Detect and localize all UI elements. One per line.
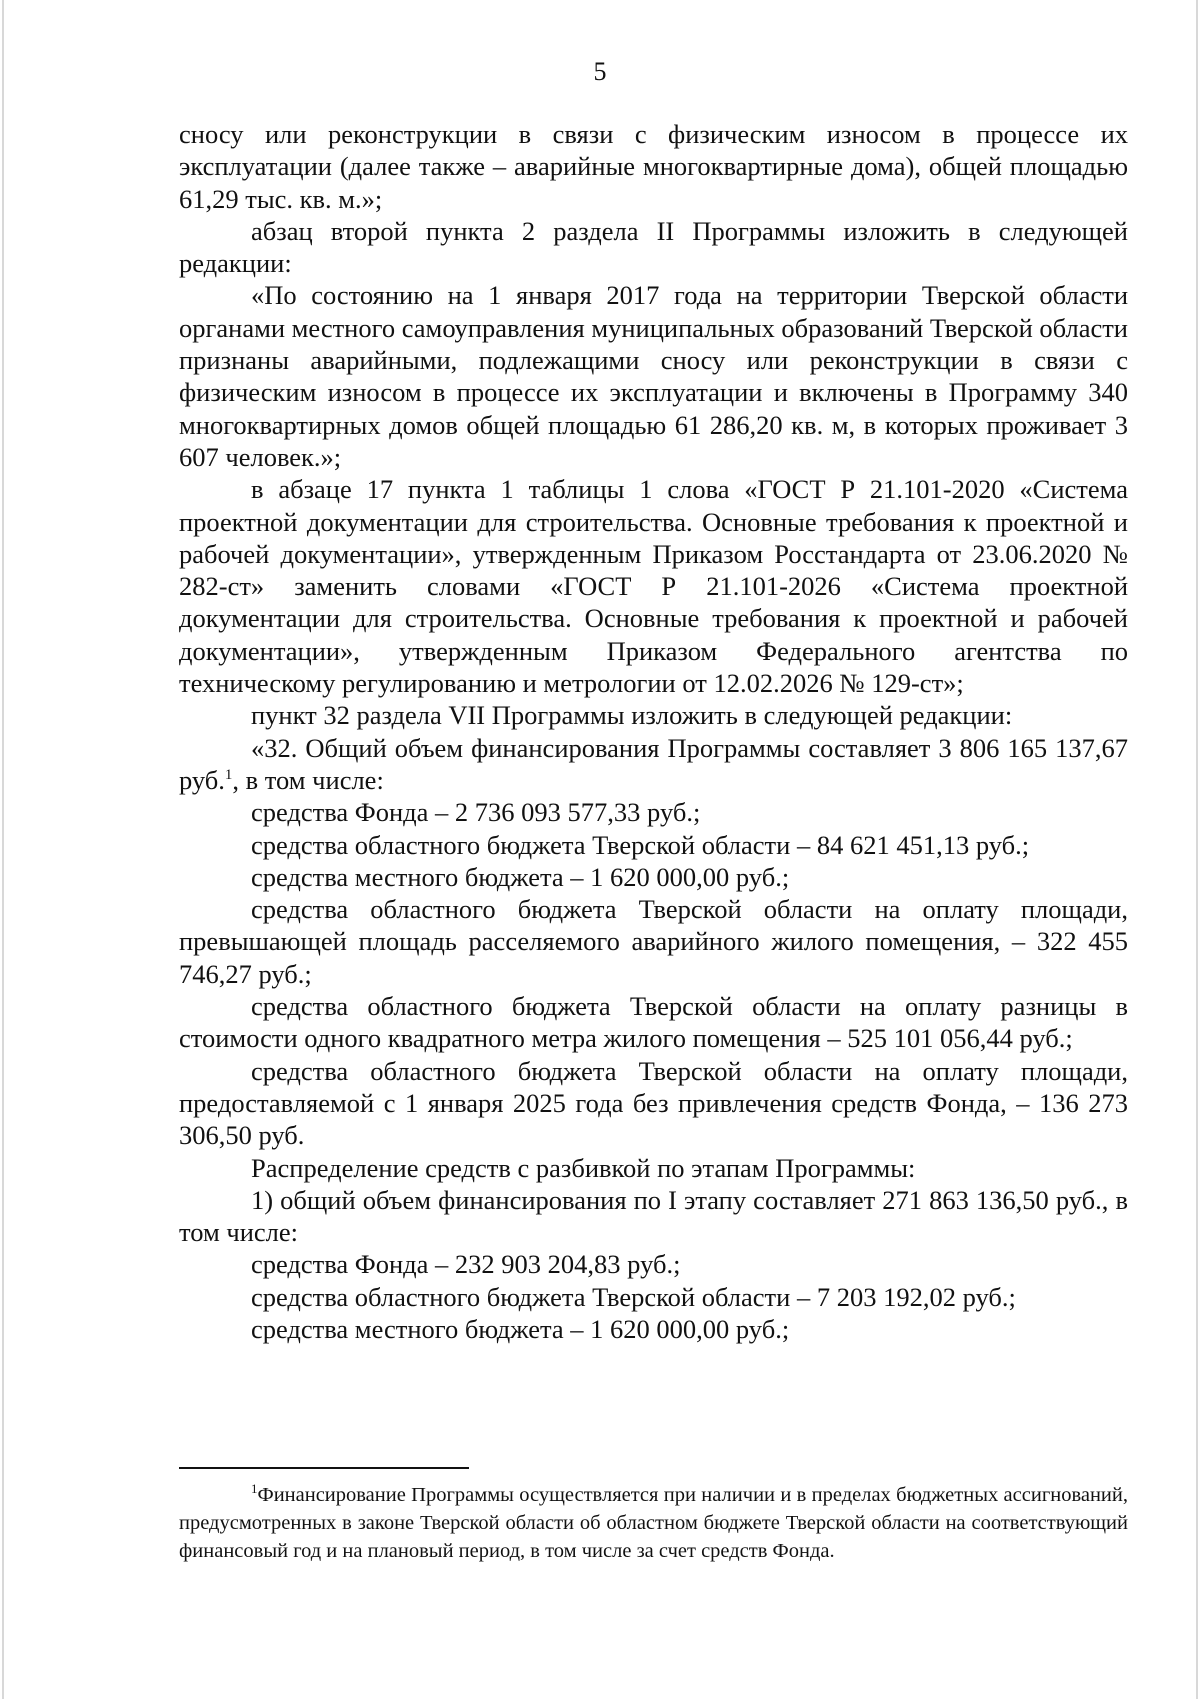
paragraph-continuation: сносу или реконструкции в связи с физическим износом в процессе их эксплуатации (далее также – аварийные многоквартирные дома), общей площадью 61,29 тыс. кв. м.»; [179, 119, 1128, 214]
paragraph-item-32-total [179, 732, 1128, 797]
footnote-reference: 1 [224, 767, 233, 784]
paragraph-quoted-section-2: «По состоянию на 1 января 2017 года на территории Тверской области органами местного самоуправления муниципальных образований Тверской области признаны аварийными, подлежащими сносу или реконструкции в связи с физическим износом в процессе их эксплуатации и включены в Программу 340 многоквартирных домов общей площадью 61 286,20 кв. м, в которых проживает 3 607 человек.»; [179, 280, 1128, 472]
paragraph-stage-1-local: средства местного бюджета – 1 620 000,00 руб.; [251, 1313, 790, 1344]
paragraph-stage-1-fund: средства Фонда – 232 903 204,83 руб.; [251, 1249, 681, 1280]
page-number: 5 [593, 57, 607, 86]
paragraph-fund-total: средства Фонда – 2 736 093 577,33 руб.; [251, 797, 701, 828]
item-32-total-text: «32. Общий объем финансирования Программы составляет 3 806 165 137,67 руб. [179, 732, 1128, 795]
scan-edge-right [1196, 0, 1198, 1699]
paragraph-price-difference: средства областного бюджета Тверской области на оплату разницы в стоимости одного квадратного метра жилого помещения – 525 101 056,44 руб.; [179, 991, 1128, 1054]
paragraph-regional-total: средства областного бюджета Тверской области – 84 621 451,13 руб.; [251, 829, 1030, 860]
paragraph-amendment-section-2: абзац второй пункта 2 раздела II Программы изложить в следующей редакции: [179, 215, 1128, 279]
item-32-total-tail: , в том числе: [232, 764, 384, 795]
footnote [179, 1481, 1128, 1565]
footnote-separator [179, 1467, 469, 1469]
paragraph-stage-distribution: Распределение средств с разбивкой по этапам Программы: [251, 1152, 916, 1183]
paragraph-excess-area: средства областного бюджета Тверской области на оплату площади, превышающей площадь расселяемого аварийного жилого помещения, – 322 455 746,27 руб.; [179, 894, 1128, 989]
body-text [179, 118, 1128, 1345]
paragraph-area-2025: средства областного бюджета Тверской области на оплату площади, предоставляемой с 1 января 2025 года без привлечения средств Фонда, – 136 273 306,50 руб. [179, 1055, 1128, 1151]
paragraph-stage-1-regional: средства областного бюджета Тверской области – 7 203 192,02 руб.; [251, 1281, 1016, 1312]
footnote-text: Финансирование Программы осуществляется при наличии и в пределах бюджетных ассигнований, предусмотренных в законе Тверской области об областном бюджете Тверской области на соответствующий финансовый год и на плановый период, в том числе за счет средств Фонда. [179, 1484, 1128, 1562]
paragraph-amendment-table-1: в абзаце 17 пункта 1 таблицы 1 слова «ГОСТ Р 21.101-2020 «Система проектной документации для строительства. Основные требования к проектной и рабочей документации», утвержденным Приказом Росстандарта от 23.06.2020 № 282-ст» заменить словами «ГОСТ Р 21.101-2026 «Система проектной документации для строительства. Основные требования к проектной и рабочей документации», утвержденным Приказом Федерального агентства по техническому регулированию и метрологии от 12.02.2026 № 129-ст»; [179, 474, 1128, 699]
scan-edge-left [2, 0, 4, 1699]
paragraph-amendment-item-32: пункт 32 раздела VII Программы изложить в следующей редакции: [251, 700, 1013, 731]
paragraph-local-total: средства местного бюджета – 1 620 000,00 руб.; [251, 861, 790, 892]
paragraph-stage-1-total: 1) общий объем финансирования по I этапу составляет 271 863 136,50 руб., в том числе: [179, 1184, 1128, 1248]
footnote-marker: 1 [251, 1481, 258, 1497]
